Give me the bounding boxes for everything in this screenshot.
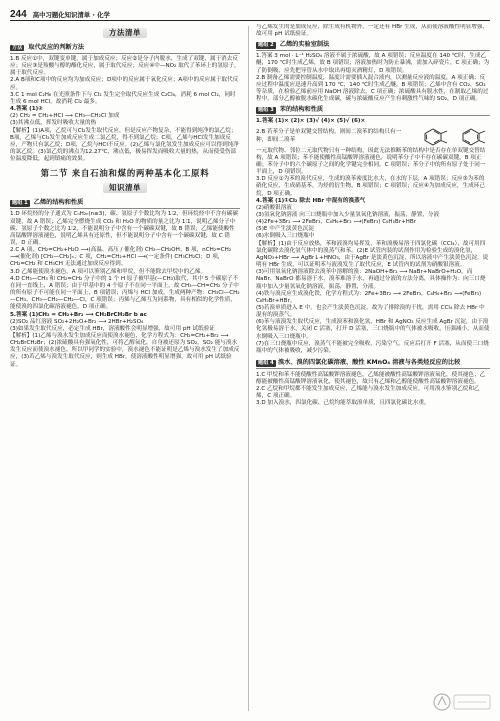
answer-3: 3.C 1 mol C₂H₆ 在光照条件下与 Cl₂ 发生完全取代反应生成 C₂Cl₆，消耗 6 mol Cl₂，同时生成 6 mol HCl，故消耗 Cl₂ 最多。: [10, 91, 236, 105]
method-tag: 方法: [12, 44, 23, 51]
g1-answer-4: 4.D CH₃—CH₃ 和 CH₂=CH₂ 分子中的 1 个 H 原子被甲基(—CH₃)取代，其中 5 个碳原子不在同一直线上，A 错误；由于甲基中的 4 个原子不在同一平面上，故 CH₃—CH=CH₂ 分子中的所有原子不可能在同一平面上，B 项错误；丙烯与 HCl 加成，生成两种产物：CH₃Cl—CH₂—CH₃、CH₃—CH₂—CH₂—Cl，C 项错误；丙烯与乙烯互为同系物，具有相似的化学性质，能使溴的四氯化碳溶液褪色，D 项正确。: [10, 275, 240, 311]
group-2-title: 乙烯的实验室制法: [279, 41, 330, 49]
right-column: [256, 24, 490, 715]
kekule-structure-icon: [452, 127, 490, 147]
g3-answer-2-text: 2.B 若苯分子是单双键交替结构，则间二溴苯的结构只有一种，即间二溴苯: [256, 129, 402, 143]
group-3-title: 苯的结构和性质: [279, 106, 324, 114]
g4-answer-3: 3.D 加入溴水，四氯化碳、己烷均能萃取溴单质，且四氯化碳比水重，: [256, 400, 430, 407]
knowledge-banner: 知识清单: [10, 183, 240, 193]
g4-answer-1: 1.C 甲烷和苯不能使酸性高锰酸钾溶液褪色，乙烯能被酸性高锰酸钾溶液氧化，使其褪色；乙醇能被酸性高锰酸钾溶液氧化，使其褪色，故只有乙烯和乙醇能使酸性高锰酸钾溶液褪色。: [256, 371, 486, 385]
g3-answer-4-title: 4.答案 (1)①Cl₂ 除去 HBr 中混有的溴蒸气: [256, 197, 366, 204]
page-header: [10, 8, 490, 21]
group-1-heading: [10, 199, 240, 209]
g3-answer-4-explanation-3: (3)可用氢氧化钠溶液除去溴苯中溶解的溴：2NaOH+Br₂ ⟶ NaBr+NaBrO+H₂O，而 NaBr、NaBrO 都易溶于水，溴苯难溶于水，再通过分液的方法分离，具体操作为：向三口烧瓶中加入少量氢氧化钠溶液，振荡，静置，分液。: [256, 269, 486, 290]
g2-answer-2: 2.B 制备乙烯需要控制温度，温度计需要插入混合液内，以测量反应液的温度，A 项正确；反应过程中温度应迅速升高到 170 ℃，140 ℃时生成乙醚，B 项错误；乙烯中含有 CO₂、SO₂ 等杂质，在检验乙烯前应用 NaOH 溶液除去，C 项正确；浓硫酸具有脱水性，在制取乙烯的过程中，部分乙醇被脱水碳化生成碳，碳与浓硫酸反应产生有刺激性气味的 SO₂，D 项正确。: [256, 74, 489, 103]
method-title: 取代反应的判断方法: [28, 44, 85, 51]
g3-answer-4-explanation-1: 【解析】(1)由于反应放热，苯和液溴均易挥发，苯和溴极易溶于四氯化碳（CCl₄），故可用四氯化碳除去溴化氢气体中的溴蒸气和苯。(2)E 试管内装的试剂作用为检验生成的溴化氢，AgNO₃+HBr ⟶ AgBr↓+HNO₃，由于AgBr 是淡黄色沉淀，所以溶液中产生淡黄色沉淀，说明有 HBr 生成，可以证明苯与液溴发生了取代反应，E 试管内的试剂为硝酸银溶液。: [256, 240, 489, 269]
answer-4-line-2: (3)其沸点低，挥发时吸收大量的热: [10, 120, 97, 127]
g4-answer-2: 2.C 乙烷和甲烷都不能发生加成反应，乙烯能与溴水发生加成反应，可用溴水鉴别乙烷和乙烯，C 项正确。: [256, 385, 480, 399]
group-3-tag: 题组 3: [258, 107, 274, 114]
g3-answer-4-line-5: (6)水倒吸入三口烧瓶中: [256, 233, 315, 240]
g1-answer-5-line-2: (3)如果发生取代反应，必定生成 HBr，溶液酸性会明显增强，故可用 pH 试纸验证: [10, 325, 215, 332]
answer-2: 2.A B项和C项中的反应均为加成反应；D项中的反应属于氧化反应；A项中的反应属于取代反应。: [10, 77, 239, 91]
g3-answer-4-line-1: (2)硝酸银溶液: [256, 204, 292, 211]
g3-answer-4-explanation-6: (6)苯与液溴发生取代反应，生成溴苯和溴化氢，HBr 和 AgNO₃ 反应生成 AgBr 沉淀，由于溴化氢极易溶于水，关闭 C 活塞，打开 D 活塞，三口烧瓶中的气体被水吸收，压强减小，从而使水倒吸入三口烧瓶中。: [256, 319, 490, 340]
group-4-tag: 题组 4: [258, 360, 274, 367]
g1-answer-1: 1.D 环烷烃的分子通式为 CₙH₂ₙ(n≥3)，碳、氢原子个数比均为 1∶2，但环烷烃中不含有碳碳双键，故 A 错误；乙烯完全燃烧生成 CO₂ 和 H₂O 的物质的量之比为 1∶1，说明乙烯分子中碳、氢原子个数之比为 1∶2，不能说明分子中含有一个碳碳双键，故 B 错误；乙烯能使酸性高锰酸钾溶液褪色，说明乙烯具有还原性，但不能说明分子中含有一个碳碳双键，故 C 错误，D 正确。: [10, 211, 238, 246]
group-2-heading: [256, 41, 490, 51]
g3-answer-4-explanation-5: (5)若溴单质进入 E 中，也会产生淡黄色沉淀，故为了排除溴的干扰，需用 CCl₄ 除去 HBr 中混有的溴蒸气。: [256, 305, 485, 319]
g3-answer-4-line-3: (4)2Fe+3Br₂ ⟶ 2FeBr₃，C₆H₆+Br₂ ⟶(FeBr₃) C₆H₅Br+HBr: [256, 219, 417, 226]
g1-answer-5-line-1: (2)SO₂ 品红溶液 SO₂+2H₂O+Br₂ ⟶ 2HBr+H₂SO₄: [10, 318, 144, 325]
g3-answer-4-line-4: (5)E 中产生淡黄色沉淀: [256, 226, 314, 233]
column-divider: [248, 26, 249, 711]
kekule-structure-icon: [414, 127, 452, 147]
g3-answer-2-row: [256, 126, 490, 148]
answer-1: 1.B 反应①中，双键变单键，属于加成反应；反应②是分子内脱水，生成了双键，属于消去反应；反应③是羧酸与醇的酯化反应，属于取代反应；反应④中—NO₂ 取代了苯环上的氢原子，属于取代反应。: [10, 56, 240, 77]
left-column: [10, 24, 240, 715]
group-3-heading: [256, 106, 490, 116]
mxqe-watermark-icon: [432, 687, 494, 717]
group-1-tag: 题组 1: [12, 200, 28, 207]
chapter-title: 第二节 来自石油和煤的两种基本化工原料: [40, 168, 210, 179]
g1-answer-3: 3.D 乙烯能使溴水褪色，A 项可以鉴别乙烯和甲烷，但不能除去甲烷中的乙烯。: [10, 268, 207, 275]
group-1-title: 乙烯的结构和性质: [33, 199, 84, 207]
g3-answer-4-line-2: (3)氢氧化钠溶液 向三口烧瓶中加入少量氢氧化钠溶液，振荡，静置，分液: [256, 211, 440, 218]
method-banner: 方法清单: [10, 28, 240, 38]
g1-answer-5-explanation: 【解析】(1)乙烯与溴水发生加成反应而使溴水褪色，化学方程式为：CH₂=CH₂+Br₂ ⟶ CH₂BrCH₂Br；(2)浓硫酸具有强氧化性，可将乙醇氧化，自身被还原为 SO₂，SO₂ 能与溴水发生反应而使溴水褪色，所以甲同学的实验中，溴水褪色不能证明是乙烯与溴水发生了加成反应，(3)若乙烯与溴发生取代反应，则生成 HBr，使溶液酸性明显增强，故可用 pH 试纸验证。: [10, 333, 240, 368]
g2-answer-1: 1.答案 3 mol · L⁻¹ H₂SO₄ 溶液不属于浓硫酸，故 A 项错误；反应温度在 140 ℃时，生成乙醚，170 ℃时生成乙烯，故 B 项错误；溶液加热时为防止暴沸，需加入碎瓷片，C 项正确；为了防倒吸，应先把导管从水中取出再熄灭酒精灯，D 项错误。: [256, 53, 490, 74]
g1-answer-5-title: 5.答案 (1)CH₂ = CH₂+Br₂ ⟶ CH₂BrCH₂Br b ac: [10, 311, 147, 318]
continuation-text: 与乙烯发生的是加成反应，除生成有机物外，一定还有 HBr 生成，从而使溶液酸性明显增强，故可用 pH 试纸验证。: [256, 24, 489, 38]
g3-answer-4-explanation-4: (4)铁与溴反应生成溴化铁，化学方程式为：2Fe+3Br₂ ⟶ 2FeBr₃，C₆H₆+Br₂ ⟶(FeBr₃) C₆H₅Br+HBr。: [256, 290, 482, 304]
method-heading: [10, 44, 240, 54]
group-2-tag: 题组 2: [258, 42, 274, 49]
g3-answer-2-cont: 一元取代物、邻位二元取代物只有一种结构，因此无法推断苯的结构中是否存在单双键交替结构，故 A 项错误；苯不能使酸性高锰酸钾溶液褪色，说明苯分子中不存在碳碳双键，B 项正确；苯分子中的六个碳原子之间的化学键完全相同，C 项错误；苯分子中的所有原子处于同一平面上，D 项错误。: [256, 147, 486, 176]
group-4-heading: [256, 359, 490, 368]
running-title: 高中习题化知识清单 · 化学: [32, 11, 110, 19]
answer-4-title: 4.答案 (1)②: [10, 106, 43, 113]
page-number: 244: [10, 9, 27, 20]
g1-answer-2: 2.C A 项，CH₂=CH₂+H₂O ⟶(高温、高压 / 催化剂) CH₃—CH₂OH；B 项，nCH₂=CH₂ ⟶(催化剂) [CH₂—CH₂]ₙ；C 项，CH₂=CH₂+HCl ⟶(一定条件) CH₃CH₂Cl；D 项，CH₂=CH₂ 和 CH₃CH 无法通过加成反应得到。: [10, 247, 232, 268]
group-4-title: 溴水、溴的四氯化碳溶液、酸性 KMnO₄ 溶液与各类烃反应的比较: [277, 359, 461, 367]
g3-answer-1: 1.答案 (1)× (2)× (3)√ (4)× (5)√ (6)×: [256, 118, 366, 125]
answer-4-line-1: (2) CH₂ = CH₂+HCl ⟶ CH₃—CH₂Cl 加成: [10, 113, 120, 120]
g3-answer-4-explanation-7: (7)在三口烧瓶中反应，溴蒸气不能被完全吸收，污染空气，反应后打开 F 活塞，从而使三口烧瓶中的气体被吸收，减少污染。: [256, 340, 489, 354]
answer-4-explanation: 【解析】(1)A项，乙烷可与Cl₂发生取代反应，但是反应产物复杂，不能得到纯净的氯乙烷；B项，乙烯与Cl₂发生加成反应生成二氯乙烷，得不到氯乙烷；C项，乙烯与HCl发生加成反应，产物只有氯乙烷；D项，乙烷与HCl不反应。(2)乙烯与氯化氢发生加成反应可以得到纯净的氯乙烷。(3)氯乙烷的沸点为12.27℃，沸点低，极易挥发而吸收大量的热，从而使受伤部位温度降低，起到镇痛的效果。: [10, 127, 239, 163]
g3-answer-3: 3.D 反应①为苯的溴代反应，生成的溴苯密度比水大，在水的下层，A 项错误；反应③为苯的硝化反应，生成硝基苯，为烃的衍生物，B 项错误；C 项错误；反应④为加成反应，生成环己烷，D 项正确。: [256, 176, 485, 197]
